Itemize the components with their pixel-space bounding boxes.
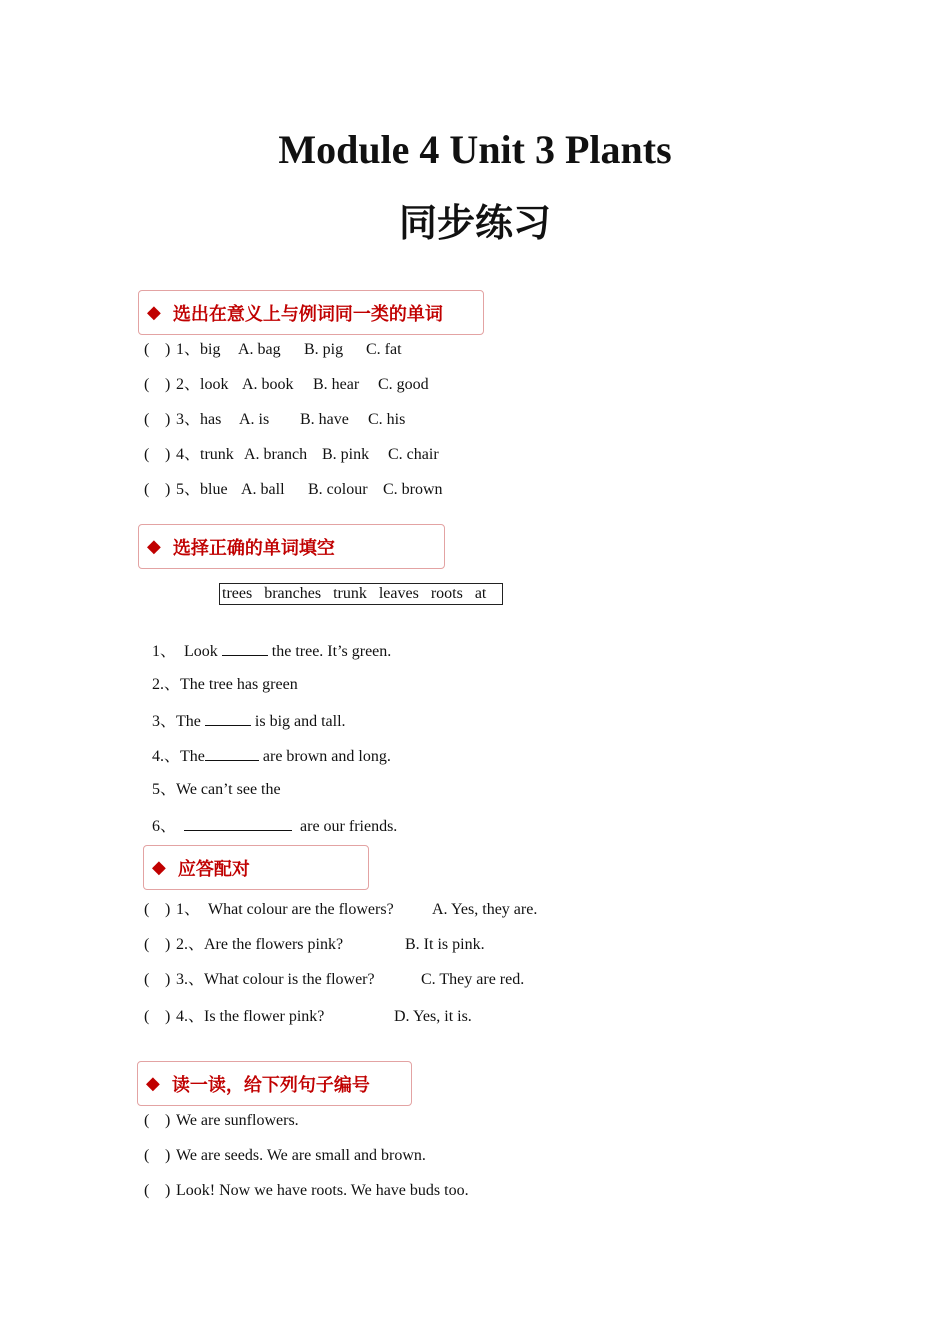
section2-title: 选择正确的单词填空	[172, 537, 335, 559]
section3-title: 应答配对	[177, 858, 250, 880]
question-text: 3.、What colour is the flower?	[176, 971, 375, 988]
option-text: 2、look	[176, 376, 229, 393]
fill-text: is big and tall.	[250, 713, 346, 730]
answer-bracket: )	[165, 971, 171, 988]
answer-bracket: )	[165, 446, 171, 463]
fill-item	[144, 795, 397, 837]
answer-bracket[interactable]: (	[144, 901, 150, 918]
answer-bracket: )	[165, 1112, 171, 1129]
fill-text: 4.、The	[152, 748, 205, 765]
section1-header	[138, 290, 484, 335]
question-text: 4.、Is the flower pink?	[176, 1008, 325, 1025]
answer-text: B. It is pink.	[405, 936, 485, 953]
section4-header	[137, 1061, 412, 1106]
option-text: B. pig	[304, 341, 344, 358]
word-bank-item: trunk	[333, 585, 367, 602]
option-text: 3、has	[176, 411, 222, 428]
fill-item	[144, 760, 281, 800]
page-subtitle: 同步练习	[398, 201, 551, 245]
answer-bracket: )	[165, 341, 171, 358]
match-row	[0, 935, 950, 955]
answer-bracket[interactable]: (	[144, 1112, 150, 1129]
sentence-text: Look! Now we have roots. We have buds too.	[176, 1182, 469, 1199]
option-text: A. bag	[238, 341, 281, 358]
blank-line[interactable]	[222, 640, 268, 656]
answer-bracket: )	[165, 376, 171, 393]
word-bank-item: roots	[430, 585, 463, 602]
answer-bracket: )	[165, 1008, 171, 1025]
word-bank-item: branches	[264, 585, 322, 602]
match-row	[0, 900, 950, 920]
fill-text: 2.、The tree has green	[152, 676, 298, 693]
fill-text: 1、 Look	[152, 643, 222, 660]
order-row	[0, 1181, 950, 1201]
answer-bracket: )	[165, 901, 171, 918]
answer-text: D. Yes, it is.	[394, 1008, 472, 1025]
word-bank-item: trees	[222, 585, 253, 602]
option-text: 5、blue	[176, 481, 228, 498]
answer-bracket[interactable]: (	[144, 481, 150, 498]
option-text: A. branch	[244, 446, 308, 463]
option-text: 4、trunk	[176, 446, 234, 463]
order-row	[0, 1111, 950, 1131]
option-text: B. hear	[313, 376, 360, 393]
word-bank	[219, 583, 503, 605]
fill-text: 3、The	[152, 713, 205, 730]
question-row	[0, 410, 950, 430]
diamond-icon: ◆	[146, 1073, 160, 1094]
question-row	[0, 445, 950, 465]
answer-bracket[interactable]: (	[144, 376, 150, 393]
fill-text: are brown and long.	[258, 748, 391, 765]
option-text: B. colour	[308, 481, 368, 498]
answer-bracket[interactable]: (	[144, 411, 150, 428]
option-text: C. fat	[366, 341, 402, 358]
option-text: C. chair	[388, 446, 439, 463]
answer-bracket: )	[165, 411, 171, 428]
answer-bracket: )	[165, 936, 171, 953]
fill-text: 6、	[152, 818, 185, 835]
match-row	[0, 970, 950, 990]
section1-title: 选出在意义上与例词同一类的单词	[172, 303, 443, 325]
option-text: B. have	[300, 411, 349, 428]
answer-bracket[interactable]: (	[144, 1147, 150, 1164]
fill-text: the tree. It’s green.	[267, 643, 392, 660]
option-text: A. ball	[241, 481, 285, 498]
answer-bracket[interactable]: (	[144, 971, 150, 988]
blank-line[interactable]	[205, 710, 251, 726]
answer-text: C. They are red.	[421, 971, 525, 988]
answer-bracket[interactable]: (	[144, 936, 150, 953]
order-row	[0, 1146, 950, 1166]
question-text: 1、 What colour are the flowers?	[176, 901, 394, 918]
diamond-icon: ◆	[147, 302, 161, 323]
section4-title: 读一读，给下列句子编号	[171, 1074, 370, 1096]
option-text: C. brown	[383, 481, 443, 498]
option-text: 1、big	[176, 341, 221, 358]
section2-header	[138, 524, 445, 569]
question-row	[0, 480, 950, 500]
option-text: A. is	[239, 411, 270, 428]
section3-header	[143, 845, 369, 890]
option-text: B. pink	[322, 446, 370, 463]
blank-line[interactable]	[205, 745, 259, 761]
answer-bracket: )	[165, 481, 171, 498]
answer-text: A. Yes, they are.	[432, 901, 538, 918]
answer-bracket[interactable]: (	[144, 1008, 150, 1025]
answer-bracket: )	[165, 1147, 171, 1164]
sentence-text: We are sunflowers.	[176, 1112, 299, 1129]
answer-bracket[interactable]: (	[144, 1182, 150, 1199]
word-bank-item: leaves	[378, 585, 419, 602]
fill-item	[144, 655, 298, 695]
question-text: 2.、Are the flowers pink?	[176, 936, 344, 953]
blank-line[interactable]	[184, 815, 292, 831]
answer-bracket[interactable]: (	[144, 446, 150, 463]
page-title: Module 4 Unit 3 Plants	[278, 127, 672, 172]
word-bank-item: at	[474, 585, 487, 602]
sentence-text: We are seeds. We are small and brown.	[176, 1147, 426, 1164]
question-row	[0, 340, 950, 360]
option-text: C. good	[378, 376, 429, 393]
fill-text: are our friends.	[292, 818, 398, 835]
diamond-icon: ◆	[147, 536, 161, 557]
answer-bracket: )	[165, 1182, 171, 1199]
answer-bracket[interactable]: (	[144, 341, 150, 358]
option-text: A. book	[242, 376, 294, 393]
diamond-icon: ◆	[152, 857, 166, 878]
fill-text: 5、We can’t see the	[152, 781, 281, 798]
option-text: C. his	[368, 411, 406, 428]
question-row	[0, 375, 950, 395]
match-row	[0, 1007, 950, 1027]
